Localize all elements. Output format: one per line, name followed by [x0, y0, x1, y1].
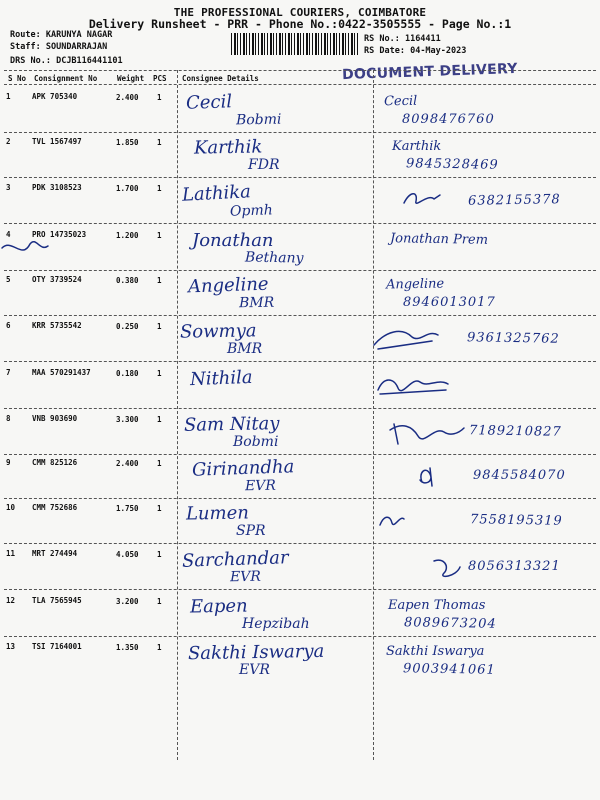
serial-no: 6 — [6, 321, 11, 330]
consignee-name: Nithila — [189, 366, 253, 391]
consignment-no: TVL 1567497 — [32, 137, 82, 146]
serial-no: 12 — [6, 596, 16, 605]
consignment-no: MAA 570291437 — [32, 368, 91, 377]
serial-no: 9 — [6, 458, 11, 467]
receiver-signature — [388, 420, 468, 450]
serial-no: 2 — [6, 137, 11, 146]
receiver-phone: 7189210827 — [468, 423, 562, 440]
row-separator — [4, 636, 596, 637]
consignment-no: MRT 274494 — [32, 549, 78, 558]
weight: 4.050 — [116, 550, 139, 559]
receiver-phone: 9003941061 — [402, 661, 496, 678]
pcs: 1 — [157, 138, 162, 147]
table-top-rule — [4, 70, 596, 71]
signature-stroke — [390, 424, 464, 444]
consignment-no: TSI 7164001 — [32, 642, 82, 651]
consignment-no: CMM 825126 — [32, 458, 78, 467]
row-separator — [4, 361, 596, 362]
consignee-area: BMR — [238, 294, 275, 312]
signature-stroke — [420, 468, 432, 486]
consignee-area: EVR — [229, 568, 262, 586]
receiver-name: Eapen Thomas — [388, 598, 486, 613]
runsheet-subtitle: Delivery Runsheet - PRR - Phone No.:0422-3505555 - Page No.:1 — [88, 17, 512, 31]
receiver-phone: 6382155378 — [467, 192, 561, 209]
receiver-phone: 9845584070 — [473, 468, 566, 483]
consignment-no: OTY 3739524 — [32, 275, 82, 284]
consignee-name: Girinandha — [191, 456, 295, 481]
row-separator — [4, 177, 596, 178]
column-divider-consignee — [177, 70, 178, 760]
pcs: 1 — [157, 643, 162, 652]
serial-no: 5 — [6, 275, 11, 284]
receiver-signature — [400, 189, 480, 219]
barcode — [231, 33, 359, 55]
weight: 0.250 — [116, 322, 139, 331]
document-delivery-stamp: DOCUMENT DELIVERY — [341, 60, 519, 84]
row-separator — [4, 315, 596, 316]
consignment-no: TLA 7565945 — [32, 596, 82, 605]
consignee-name: Sowmya — [179, 320, 257, 343]
col-pcs-header: PCS — [153, 74, 167, 83]
row-separator — [4, 223, 596, 224]
receiver-phone: 8056313321 — [468, 559, 561, 574]
drs-line — [10, 56, 123, 66]
serial-no: 8 — [6, 414, 11, 423]
weight: 1.350 — [116, 643, 139, 652]
consignee-area: EVR — [239, 662, 270, 678]
row-separator — [4, 498, 596, 499]
signature-stroke — [380, 517, 404, 525]
route-line — [10, 30, 112, 40]
pcs: 1 — [157, 415, 162, 424]
signature-stroke — [2, 242, 48, 250]
receiver-phone: 8089673204 — [403, 615, 497, 632]
rs-no-line — [364, 34, 441, 44]
col-sno-header: S No — [8, 74, 27, 83]
consignee-area: Opmh — [229, 202, 274, 220]
weight: 0.380 — [116, 276, 139, 285]
consignment-no: PDK 3108523 — [32, 183, 82, 192]
serial-no: 7 — [6, 368, 11, 377]
drs-label: DRS No.: — [10, 56, 51, 66]
consignee-area: SPR — [236, 523, 266, 539]
consignee-area: Bobmi — [235, 111, 282, 129]
receiver-phone: 8946013017 — [403, 295, 496, 310]
weight: 2.400 — [116, 459, 139, 468]
serial-no: 11 — [6, 549, 16, 558]
col-weight-header: Weight — [117, 74, 145, 83]
pcs: 1 — [157, 231, 162, 240]
receiver-signature — [0, 236, 80, 266]
receiver-signature — [376, 374, 456, 404]
receiver-signature — [372, 327, 452, 357]
serial-no: 4 — [6, 230, 11, 239]
pcs: 1 — [157, 93, 162, 102]
receiver-phone: 8098476760 — [402, 112, 495, 127]
col-consignment-header: Consignment No — [34, 74, 98, 83]
signature-stroke — [374, 331, 438, 349]
serial-no: 1 — [6, 92, 11, 101]
drs-value: DCJB116441101 — [56, 56, 123, 66]
receiver-signature — [378, 509, 458, 539]
row-separator — [4, 270, 596, 271]
consignee-area: FDR — [248, 157, 280, 173]
receiver-name: Cecil — [383, 93, 418, 110]
row-separator — [4, 454, 596, 455]
receiver-signature — [412, 464, 492, 494]
consignment-no: VNB 903690 — [32, 414, 78, 423]
weight: 0.180 — [116, 369, 139, 378]
pcs: 1 — [157, 369, 162, 378]
route-value: KARUNYA NAGAR — [45, 30, 113, 40]
receiver-name: Karthik — [392, 139, 442, 154]
staff-line — [10, 42, 107, 52]
rs-date-line — [364, 46, 466, 56]
company-title: THE PROFESSIONAL COURIERS, COIMBATORE — [173, 6, 427, 19]
pcs: 1 — [157, 504, 162, 513]
pcs: 1 — [157, 459, 162, 468]
receiver-name: Sakthi Iswarya — [386, 644, 485, 659]
col-consignee-header: Consignee Details — [182, 74, 259, 83]
consignee-name: Angeline — [187, 273, 269, 298]
pcs: 1 — [157, 322, 162, 331]
row-separator — [4, 543, 596, 544]
weight: 1.700 — [116, 184, 139, 193]
rs-date-value: 04-May-2023 — [410, 46, 467, 56]
consignment-no: KRR 5735542 — [32, 321, 82, 330]
weight: 3.300 — [116, 415, 139, 424]
receiver-name: Jonathan Prem — [389, 231, 489, 248]
consignee-name: Sarchandar — [181, 547, 289, 572]
pcs: 1 — [157, 184, 162, 193]
consignee-area: Bobmi — [233, 434, 279, 450]
consignee-name: Jonathan — [192, 230, 274, 251]
consignee-area: Bethany — [244, 249, 304, 267]
serial-no: 10 — [6, 503, 16, 512]
consignee-name: Lathika — [181, 181, 252, 206]
pcs: 1 — [157, 597, 162, 606]
pcs: 1 — [157, 276, 162, 285]
consignee-name: Karthik — [193, 136, 263, 159]
receiver-phone: 9361325762 — [466, 330, 560, 347]
row-separator — [4, 408, 596, 409]
row-separator — [4, 589, 596, 590]
row-separator — [4, 132, 596, 133]
route-label: Route: — [10, 30, 41, 40]
serial-no: 13 — [6, 642, 16, 651]
consignee-area: BMR — [227, 341, 263, 357]
consignee-name: Cecil — [185, 91, 233, 114]
rs-no-label: RS No.: — [364, 34, 400, 44]
signature-stroke — [404, 194, 440, 204]
rs-date-label: RS Date: — [364, 46, 405, 56]
consignee-name: Lumen — [185, 502, 250, 525]
consignee-area: Hepzibah — [242, 616, 310, 632]
header-rule — [4, 84, 596, 85]
consignee-name: Sakthi Iswarya — [187, 640, 325, 665]
receiver-name: Angeline — [385, 276, 445, 293]
weight: 2.400 — [116, 93, 139, 102]
consignment-no: APK 705340 — [32, 92, 78, 101]
weight: 1.850 — [116, 138, 139, 147]
staff-value: SOUNDARRAJAN — [45, 42, 108, 52]
consignment-no: PRO 14735023 — [32, 230, 87, 239]
staff-label: Staff: — [10, 42, 41, 52]
column-divider-signature — [373, 70, 374, 760]
consignee-name: Sam Nitay — [183, 413, 280, 436]
consignment-no: CMM 752686 — [32, 503, 78, 512]
receiver-signature — [430, 555, 510, 585]
consignee-area: EVR — [244, 477, 277, 495]
consignee-name: Eapen — [189, 595, 248, 618]
signature-stroke — [434, 560, 460, 576]
receiver-phone: 7558195319 — [469, 512, 563, 529]
weight: 1.750 — [116, 504, 139, 513]
weight: 3.200 — [116, 597, 139, 606]
pcs: 1 — [157, 550, 162, 559]
signature-stroke — [378, 380, 448, 394]
receiver-phone: 9845328469 — [405, 156, 499, 173]
rs-no-value: 1164411 — [404, 34, 441, 44]
serial-no: 3 — [6, 183, 11, 192]
weight: 1.200 — [116, 231, 139, 240]
